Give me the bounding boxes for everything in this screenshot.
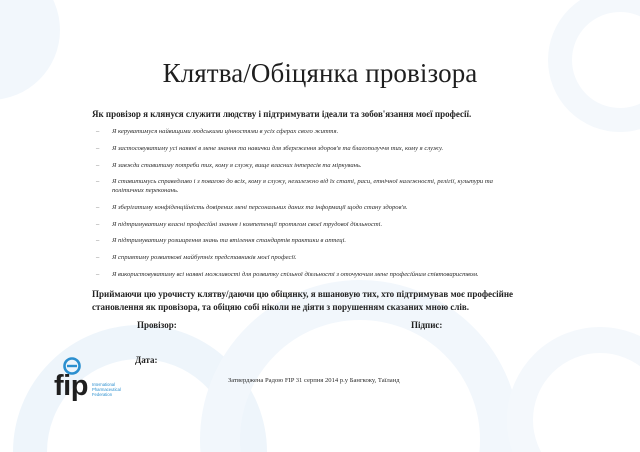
pledge-item xyxy=(96,128,516,137)
pledge-text: Я сприятиму розвиткові майбутніх представників моєї професії. xyxy=(112,254,297,262)
pledge-item xyxy=(96,145,516,154)
bullet-dash-icon: – xyxy=(96,161,100,169)
logo-caption-line: Federation xyxy=(92,392,113,397)
bullet-dash-icon: – xyxy=(96,237,100,245)
pledge-item xyxy=(96,204,516,213)
bullet-dash-icon: – xyxy=(96,270,100,278)
oath-intro: Як провізор я клянуся служити людству і підтримувати ідеали та зобов'язання моєї професії. xyxy=(92,109,472,119)
bullet-dash-icon: – xyxy=(96,220,100,228)
logo-caption-line: Pharmaceutical xyxy=(92,387,121,392)
date-label: Дата: xyxy=(135,355,158,365)
pledge-text: Я зберігатиму конфіденційність довірених мені персональних даних та інформації щодо стану здоров'я. xyxy=(112,203,408,211)
signature-label: Підпис: xyxy=(411,320,443,330)
bullet-dash-icon: – xyxy=(96,203,100,211)
bullet-dash-icon: – xyxy=(96,254,100,262)
pledge-text: Я керуватимуся найвищими людськими цінностями в усіх сферах свого життя. xyxy=(112,128,339,135)
pledge-list xyxy=(96,128,516,288)
pledge-item xyxy=(96,237,516,246)
bullet-dash-icon: – xyxy=(96,144,100,152)
pledge-text: Я ставитимусь справедливо і з повагою до всіх, кому я служу, незалежно від їх статі, раси, етнічної належності, релігії, культури та політичних переконань. xyxy=(112,178,493,194)
document-title: Клятва/Обіцянка провізора xyxy=(162,58,478,88)
pledge-item xyxy=(96,178,516,195)
fip-logo-caption xyxy=(92,382,152,397)
pledge-item xyxy=(96,162,516,171)
pharmacist-label: Провізор: xyxy=(137,320,177,330)
pledge-text: Я підтримуватиму розширення знань та втілення стандартів практики в аптеці. xyxy=(112,237,347,245)
pledge-text: Я використовуватиму всі наявні можливості для розвитку спільної діяльності з оточуючим мене професійним співтовариством. xyxy=(112,270,479,278)
pledge-item xyxy=(96,221,516,230)
pledge-item xyxy=(96,271,516,280)
bullet-dash-icon: – xyxy=(96,178,100,186)
pledge-text: Я завжди ставитиму потреби тих, кому я служу, вище власних інтересів та міркувань. xyxy=(112,161,362,169)
pledge-text: Я підтримуватиму власні професійні знання і компетенції протягом своєї трудової діяльності. xyxy=(112,220,383,228)
bullet-dash-icon: – xyxy=(96,128,100,135)
logo-caption-line: International xyxy=(92,382,116,387)
closing-statement: Приймаючи цю урочисту клятву/даючи цю обіцянку, я вшановую тих, хто підтримував моє професійне становлення як провізора, та обіцяю собі ніколи не діяти з порушенням сказаних мною слів. xyxy=(92,289,514,312)
pledge-item xyxy=(96,254,516,263)
pledge-text: Я застосовуватиму усі наявні в мене знання та навички для збереження здоров'я та благополуччя тих, кому я служу. xyxy=(112,144,444,152)
adoption-note: Затверджена Радою FIP 31 серпня 2014 р.у Бангкоку, Таїланд xyxy=(228,377,400,384)
fip-logo: fip xyxy=(54,370,88,402)
